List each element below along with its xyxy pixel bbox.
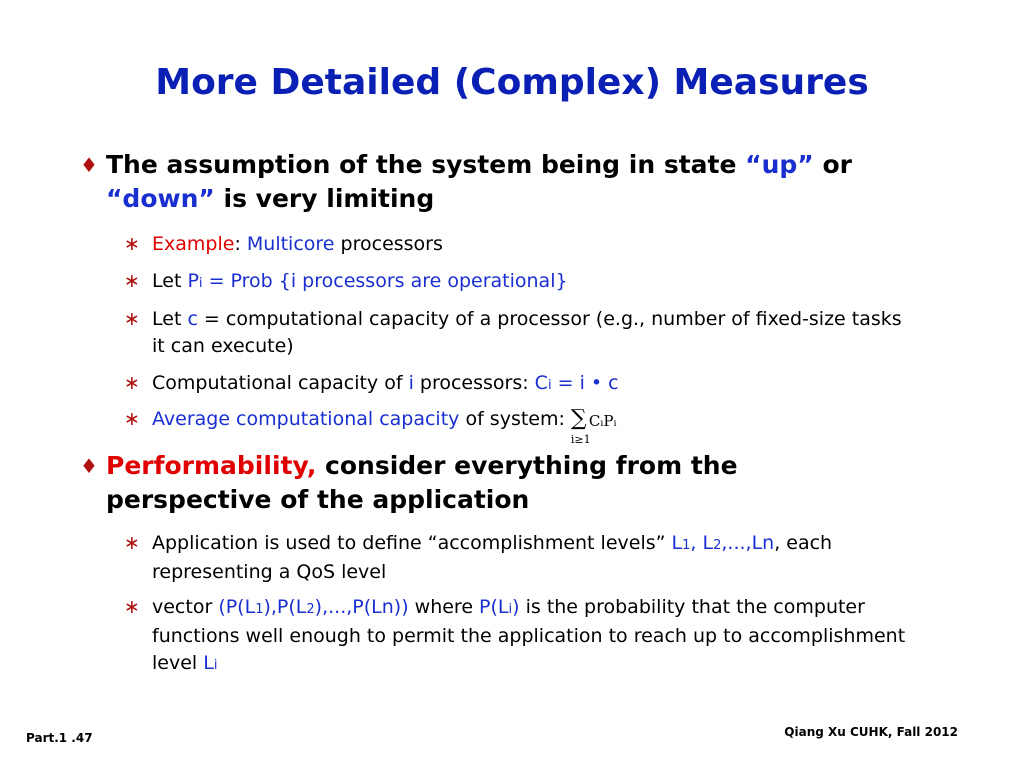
sub-bullet-average: ∗ Average computational capacity of system: ∑ CᵢPᵢ i≥1 — [124, 406, 914, 439]
sigma-symbol: ∑ — [570, 406, 587, 431]
bullet-assumption — [80, 148, 880, 216]
star-bullet-icon: ∗ — [124, 372, 140, 394]
state-down: “down” — [106, 184, 215, 213]
sub-bullet-capacity: ∗ Computational capacity of i processors: Ci = i • c — [124, 370, 914, 399]
example-label: Example — [152, 233, 235, 255]
bullet-performability: ♦ Performability, consider everything from the perspective of the application — [80, 451, 738, 514]
bullet-text: The assumption of the system being in state “up” or “down” is very limiting — [106, 150, 852, 213]
star-bullet-icon: ∗ — [124, 308, 140, 330]
slide-number: Part.1 .47 — [26, 731, 93, 745]
star-bullet-icon: ∗ — [124, 532, 140, 554]
slide-title: More Detailed (Complex) Measures — [155, 62, 869, 103]
performability-term: Performability, — [106, 451, 317, 480]
star-bullet-icon: ∗ — [124, 408, 140, 430]
sum-formula: ∑ CᵢPᵢ i≥1 — [570, 406, 617, 446]
sub-bullet-example: ∗ Example: Multicore processors — [124, 231, 914, 258]
sub-bullet-vector: ∗ vector (P(L1),P(L2),...,P(Ln)) where P(Li) is the probability that the computer functions well enough to permit the application to reach up to accomplishment level Li — [124, 596, 906, 674]
star-bullet-icon: ∗ — [124, 596, 140, 618]
diamond-bullet-icon: ♦ — [80, 153, 98, 177]
star-bullet-icon: ∗ — [124, 270, 140, 292]
sub-bullet-levels: ∗ Application is used to define “accomplishment levels” L1, L2,...,Ln, each representing a QoS level — [124, 532, 833, 583]
sub-bullet-let-c: ∗ Let c = computational capacity of a processor (e.g., number of fixed-size tasks it can execute) — [124, 308, 902, 357]
diamond-bullet-icon: ♦ — [80, 454, 98, 478]
state-up: “up” — [745, 150, 814, 179]
footer-author: Qiang Xu CUHK, Fall 2012 — [784, 725, 958, 739]
sub-bullet-let-pi: ∗ Let Pi = Prob {i processors are operational} — [124, 268, 914, 297]
star-bullet-icon: ∗ — [124, 233, 140, 255]
